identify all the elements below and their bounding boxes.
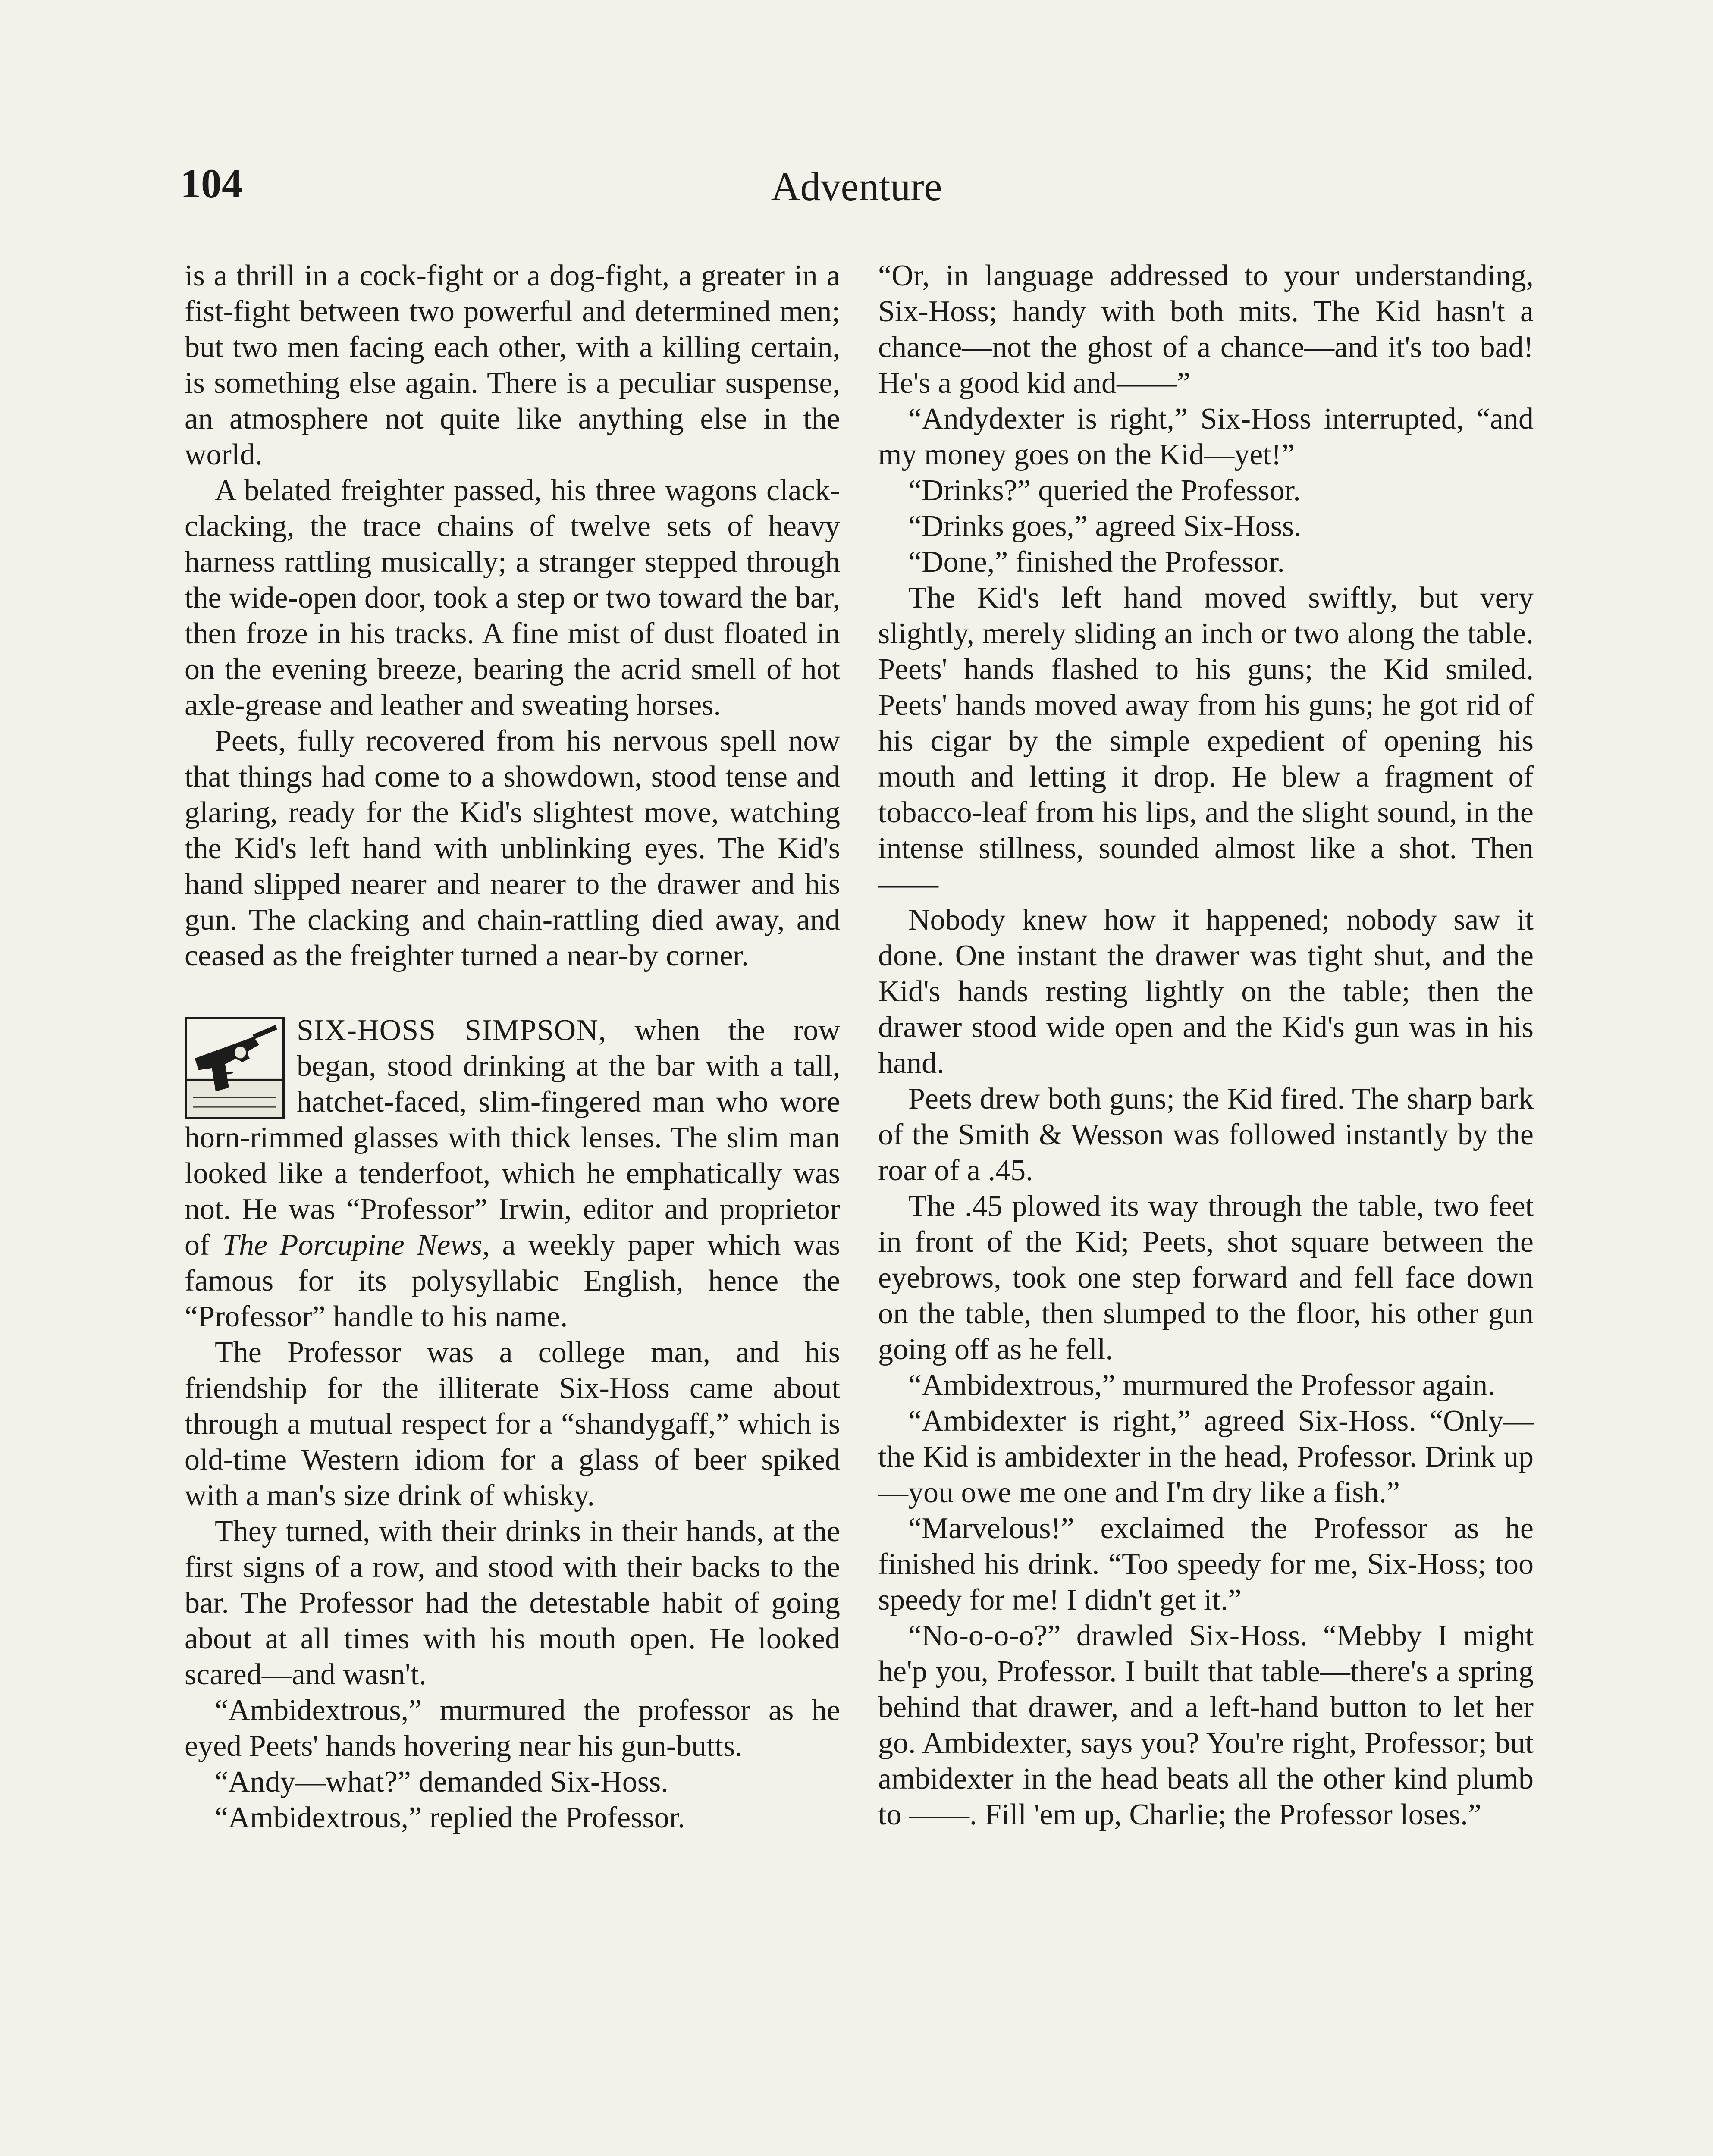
section-start-paragraph — [185, 1012, 840, 1335]
running-head: Adventure — [771, 164, 942, 209]
left-paragraph-1: is a thrill in a cock-fight or a dog-fight, a greater in a fist-fight between two powerful and determined men; but two men facing each other, with a killing certain, is something else again. There is a peculiar suspense, an atmosphere not quite like anything else in the world. — [185, 259, 840, 471]
right-paragraph-7: Nobody knew how it happened; nobody saw it done. One instant the drawer was tight shut, and the Kid's hands resting lightly on the table; then the drawer stood wide open and the Kid's gun was in his hand. — [878, 903, 1534, 1080]
right-paragraph-1: “Or, in language addressed to your understanding, Six-Hoss; handy with both mits. The Kid hasn't a chance—not the ghost of a chance—and it's too bad! He's a good kid and——” — [878, 259, 1534, 400]
page-number: 104 — [180, 160, 242, 207]
newspaper-title: The Porcupine News — [222, 1228, 483, 1262]
right-paragraph-6: The Kid's left hand moved swiftly, but very slightly, merely sliding an inch or two along the table. Peets' hands flashed to his guns; the Kid smiled. Peets' hands moved away from his guns; he got rid of his cigar by the simple expedient of opening his mouth and letting it drop. He blew a fragment of tobacco-leaf from his lips, and the slight sound, in the intense stillness, sounded almost like a shot. Then—— — [878, 581, 1534, 901]
right-paragraph-13: “No-o-o-o?” drawled Six-Hoss. “Mebby I might he'p you, Professor. I built that table—there's a spring behind that drawer, and a left-hand button to let her go. Ambidexter, says you? You're right, Professor; but ambidexter in the head beats all the other kind plumb to ——. Fill 'em up, Charlie; the Professor loses.” — [878, 1619, 1534, 1831]
left-paragraph-9: “Ambidextrous,” replied the Professor. — [215, 1801, 685, 1834]
right-column — [878, 258, 1534, 1833]
left-paragraph-8: “Andy—what?” demanded Six-Hoss. — [215, 1765, 668, 1799]
section-lead-end: , a weekly paper which was famous for its polysyllabic English, hence the “Professor” handle to his name. — [185, 1228, 840, 1333]
revolver-icon — [185, 1017, 285, 1119]
right-paragraph-5: “Done,” finished the Professor. — [908, 545, 1285, 579]
section-lead-caps: SIX-HOSS SIMPSON, — [297, 1014, 607, 1047]
right-paragraph-8: Peets drew both guns; the Kid fired. The sharp bark of the Smith & Wesson was followed instantly by the roar of a .45. — [878, 1082, 1534, 1187]
left-column — [185, 258, 840, 1836]
right-paragraph-4: “Drinks goes,” agreed Six-Hoss. — [908, 510, 1302, 543]
right-paragraph-11: “Ambidexter is right,” agreed Six-Hoss. “Only—the Kid is ambidexter in the head, Professor. Drink up—you owe me one and I'm dry like a fish.” — [878, 1404, 1534, 1509]
left-paragraph-7: “Ambidextrous,” murmured the professor as he eyed Peets' hands hovering near his gun-butts. — [185, 1694, 840, 1763]
left-paragraph-3: Peets, fully recovered from his nervous spell now that things had come to a showdown, stood tense and glaring, ready for the Kid's slightest move, watching the Kid's left hand with unblinking eyes. The Kid's hand slipped nearer and nearer to the drawer and his gun. The clacking and chain-rattling died away, and ceased as the freighter turned a near-by corner. — [185, 724, 840, 972]
section-lead-text: when the row began, stood drinking at the bar with a tall, hatchet-faced, slim-fingered man who wore horn-rimmed glasses with thick lenses. The slim man looked like a tenderfoot, which he emphatically was not. He was “Professor” Irwin, editor and proprietor of — [185, 1014, 840, 1262]
right-paragraph-2: “Andydexter is right,” Six-Hoss interrupted, “and my money goes on the Kid—yet!” — [878, 402, 1534, 471]
right-paragraph-3: “Drinks?” queried the Professor. — [908, 474, 1301, 507]
left-paragraph-2: A belated freighter passed, his three wagons clack-clacking, the trace chains of twelve sets of heavy harness rattling musically; a stranger stepped through the wide-open door, took a step or two toward the bar, then froze in his tracks. A fine mist of dust floated in on the evening breeze, bearing the acrid smell of hot axle-grease and leather and sweating horses. — [185, 474, 840, 722]
left-paragraph-5: The Professor was a college man, and his friendship for the illiterate Six-Hoss came about through a mutual respect for a “shandygaff,” which is old-time Western idiom for a glass of beer spiked with a man's size drink of whisky. — [185, 1336, 840, 1512]
right-paragraph-10: “Ambidextrous,” murmured the Professor again. — [908, 1369, 1495, 1402]
right-paragraph-9: The .45 plowed its way through the table, two feet in front of the Kid; Peets, shot square between the eyebrows, took one step forward and fell face down on the table, then slumped to the floor, his other gun going off as he fell. — [878, 1190, 1534, 1366]
right-paragraph-12: “Marvelous!” exclaimed the Professor as he finished his drink. “Too speedy for me, Six-Hoss; too speedy for me! I didn't get it.” — [878, 1512, 1534, 1617]
left-paragraph-6: They turned, with their drinks in their hands, at the first signs of a row, and stood with their backs to the bar. The Professor had the detestable habit of going about at all times with his mouth open. He looked scared—and wasn't. — [185, 1515, 840, 1691]
